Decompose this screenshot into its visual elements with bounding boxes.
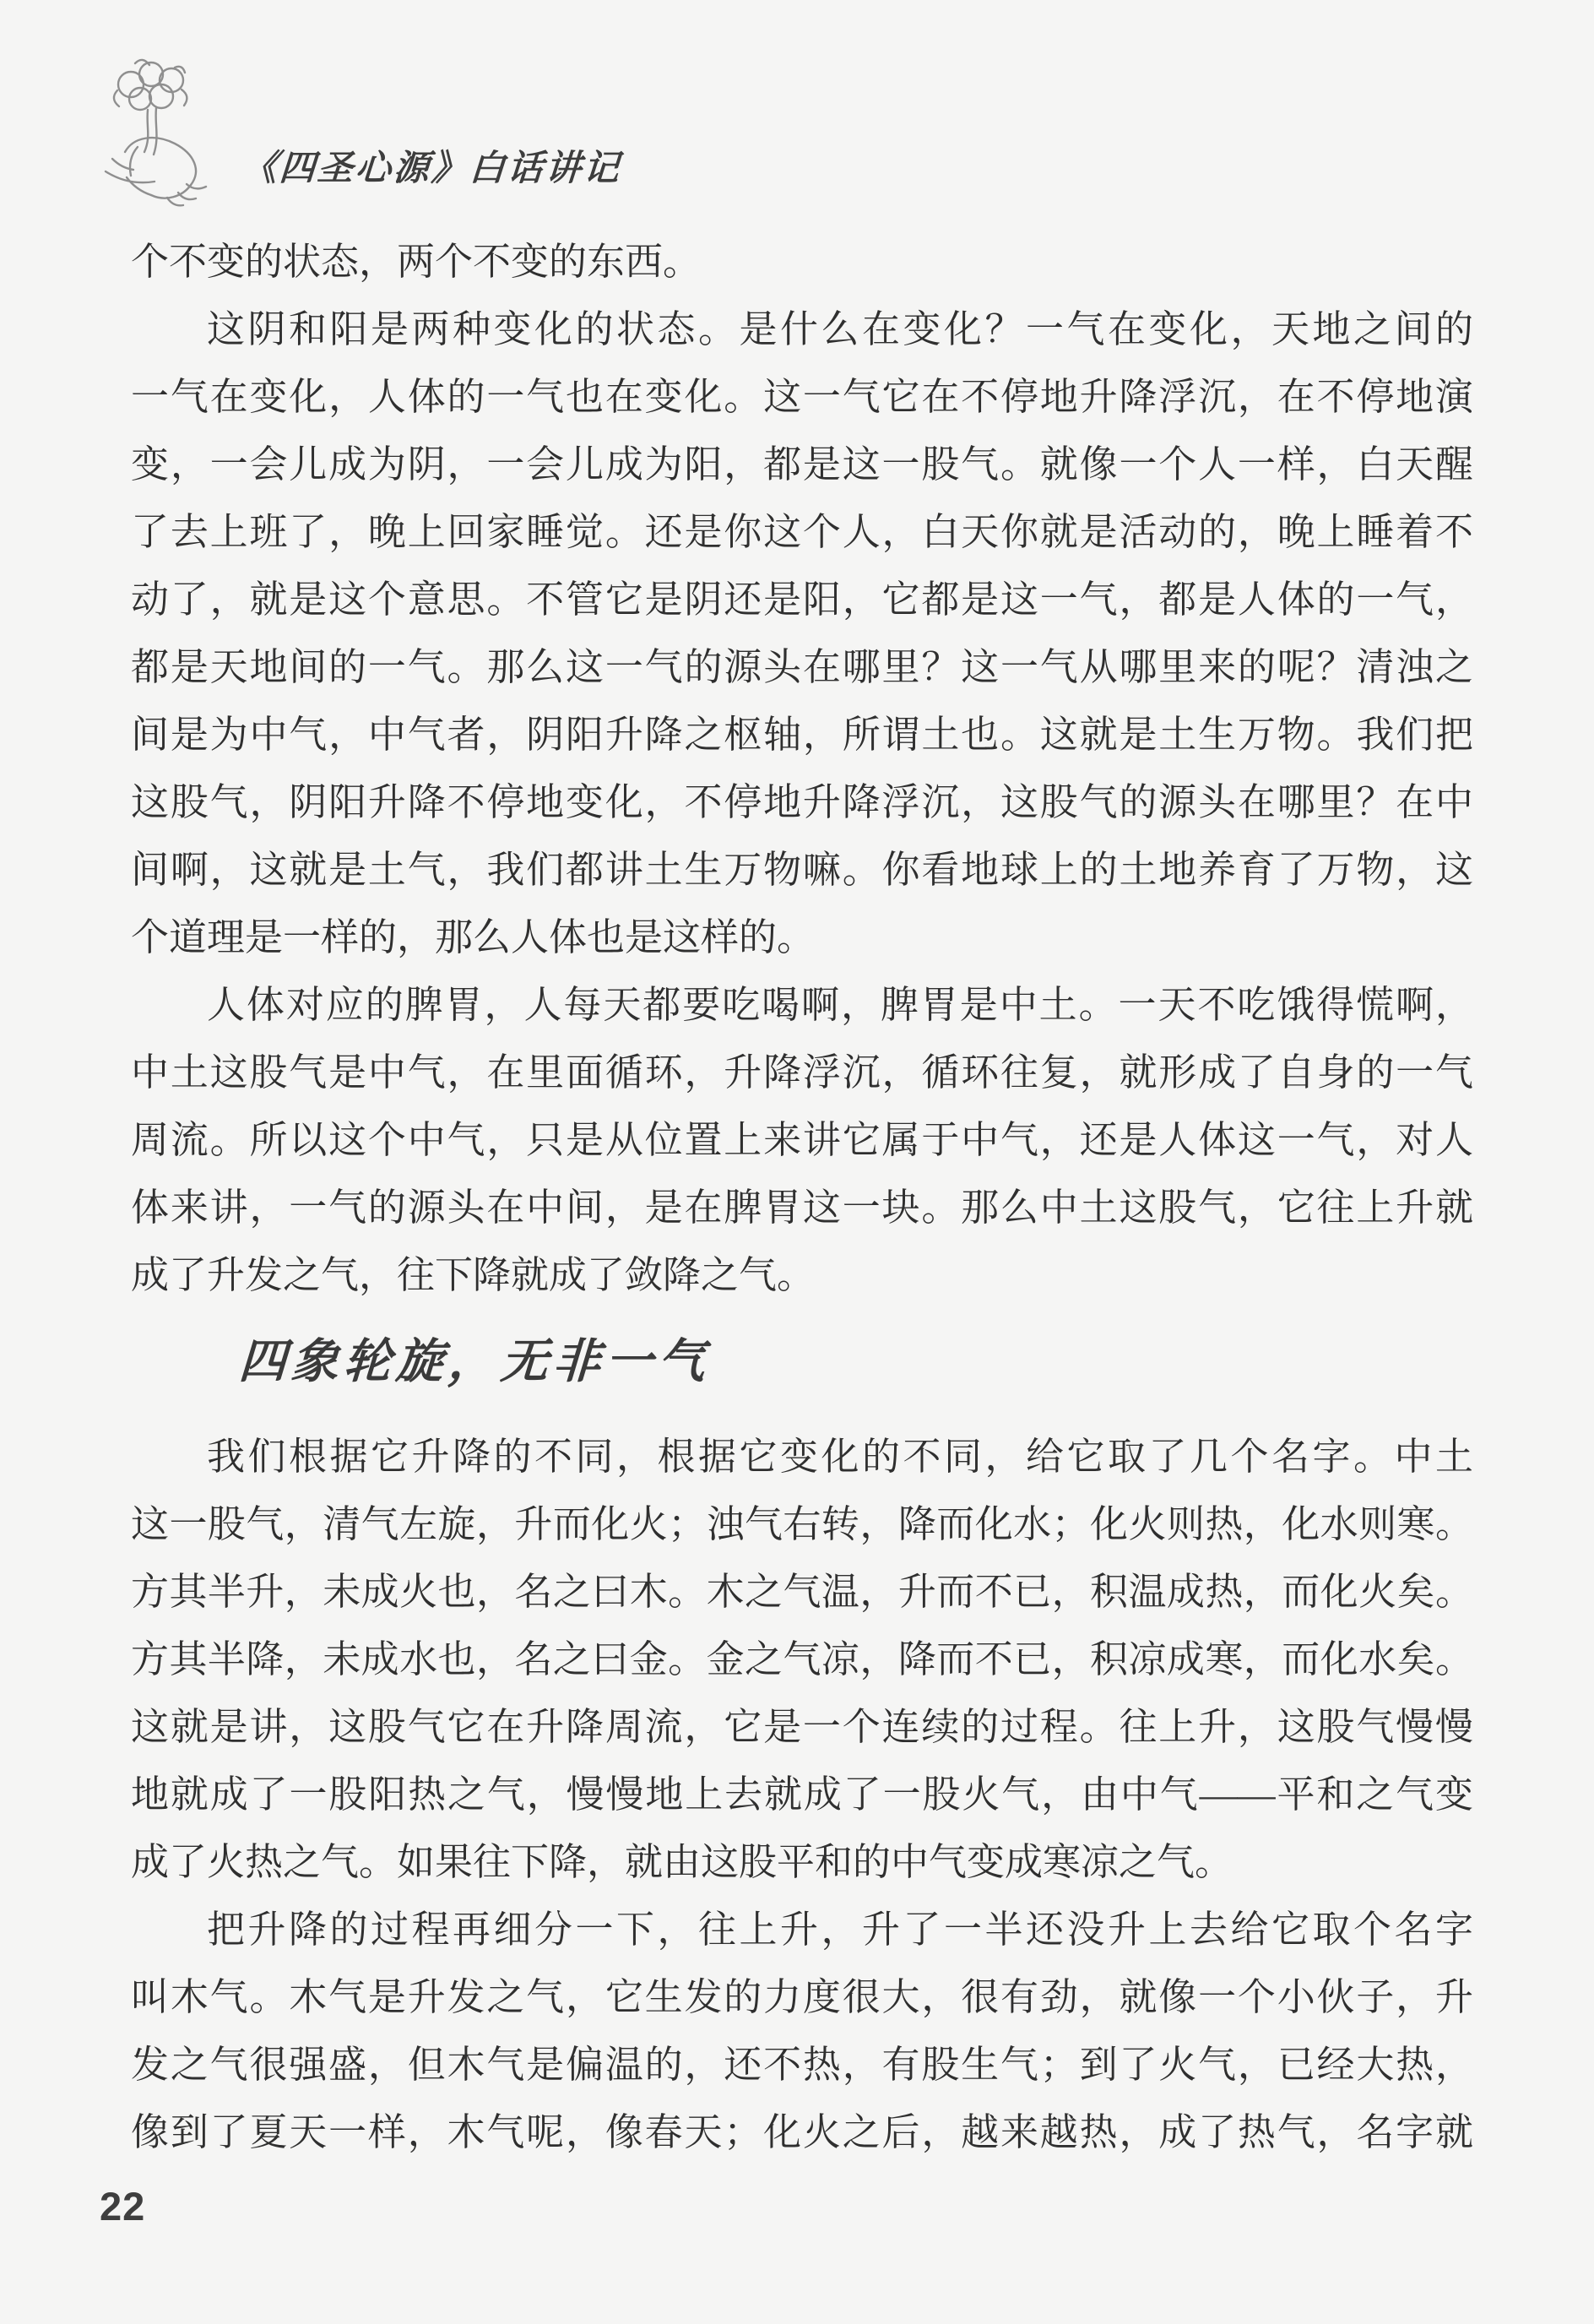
book-title: 《四圣心源》白话讲记 (240, 149, 623, 189)
text-line: 把升降的过程再细分一下，往上升，升了一半还没升上去给它取个名字 (207, 1909, 1473, 1951)
text-line: 间啊，这就是土气，我们都讲土生万物嘛。你看地球上的土地养育了万物，这 (131, 849, 1473, 891)
paragraph (131, 971, 1473, 1309)
text-line: 成了升发之气，往下降就成了敛降之气。 (131, 1254, 816, 1296)
text-line: 我们根据它升降的不同，根据它变化的不同，给它取了几个名字。中土 (207, 1436, 1473, 1478)
text-line: 这就是讲，这股气它在升降周流，它是一个连续的过程。往上升，这股气慢慢 (131, 1706, 1473, 1748)
text-line: 中土这股气是中气，在里面循环，升降浮沉，循环往复，就形成了自身的一气 (131, 1051, 1473, 1094)
text-line: 个不变的状态，两个不变的东西。 (131, 241, 702, 283)
text-line: 像到了夏天一样，木气呢，像春天；化火之后，越来越热，成了热气，名字就 (131, 2111, 1473, 2153)
text-line: 了去上班了，晚上回家睡觉。还是你这个人，白天你就是活动的，晚上睡着不 (131, 511, 1473, 553)
paragraph (131, 228, 1473, 296)
text-line: 人体对应的脾胃，人每天都要吃喝啊，脾胃是中土。一天不吃饿得慌啊， (207, 984, 1473, 1026)
text-line: 一气在变化，人体的一气也在变化。这一气它在不停地升降浮沉，在不停地演 (131, 376, 1473, 418)
text-line: 个道理是一样的，那么人体也是这样的。 (131, 916, 816, 958)
text-line: 周流。所以这个中气，只是从位置上来讲它属于中气，还是人体这一气，对人 (131, 1119, 1473, 1161)
text-line: 叫木气。木气是升发之气，它生发的力度很大，很有劲，就像一个小伙子，升 (131, 1976, 1473, 2018)
text-line: 方其半降，未成水也，名之曰金。金之气凉，降而不已，积凉成寒，而化水矣。 (131, 1638, 1473, 1681)
paragraph (131, 1896, 1473, 2166)
page-body (131, 228, 1473, 2166)
text-line: 这阴和阳是两种变化的状态。是什么在变化？一气在变化，天地之间的 (207, 308, 1473, 350)
text-line: 方其半升，未成火也，名之曰木。木之气温，升而不已，积温成热，而化火矣。 (131, 1571, 1473, 1613)
text-line: 成了火热之气。如果往下降，就由这股平和的中气变成寒凉之气。 (131, 1841, 1233, 1883)
section-heading: 四象轮旋，无非一气 (237, 1336, 712, 1388)
text-line: 动了，就是这个意思。不管它是阴还是阳，它都是这一气，都是人体的一气， (131, 578, 1473, 621)
text-line: 体来讲，一气的源头在中间，是在脾胃这一块。那么中土这股气，它往上升就 (131, 1186, 1473, 1229)
paragraph (131, 1423, 1473, 1896)
text-line: 都是天地间的一气。那么这一气的源头在哪里？这一气从哪里来的呢？清浊之 (131, 646, 1473, 688)
text-line: 这股气，阴阳升降不停地变化，不停地升降浮沉，这股气的源头在哪里？在中 (131, 781, 1473, 823)
text-line: 地就成了一股阳热之气，慢慢地上去就成了一股火气，由中气——平和之气变 (131, 1773, 1473, 1816)
text-line: 变，一会儿成为阴，一会儿成为阳，都是这一股气。就像一个人一样，白天醒 (131, 443, 1473, 486)
text-line: 发之气很强盛，但木气是偏温的，还不热，有股生气；到了火气，已经大热， (131, 2044, 1473, 2086)
text-line: 间是为中气，中气者，阴阳升降之枢轴，所谓土也。这就是土生万物。我们把 (131, 714, 1473, 756)
hand-holding-lotus-icon (87, 52, 243, 230)
text-line: 这一股气，清气左旋，升而化火；浊气右转，降而化水；化火则热，化水则寒。 (131, 1503, 1473, 1545)
paragraph (131, 296, 1473, 971)
page-number: 22 (100, 2184, 146, 2229)
